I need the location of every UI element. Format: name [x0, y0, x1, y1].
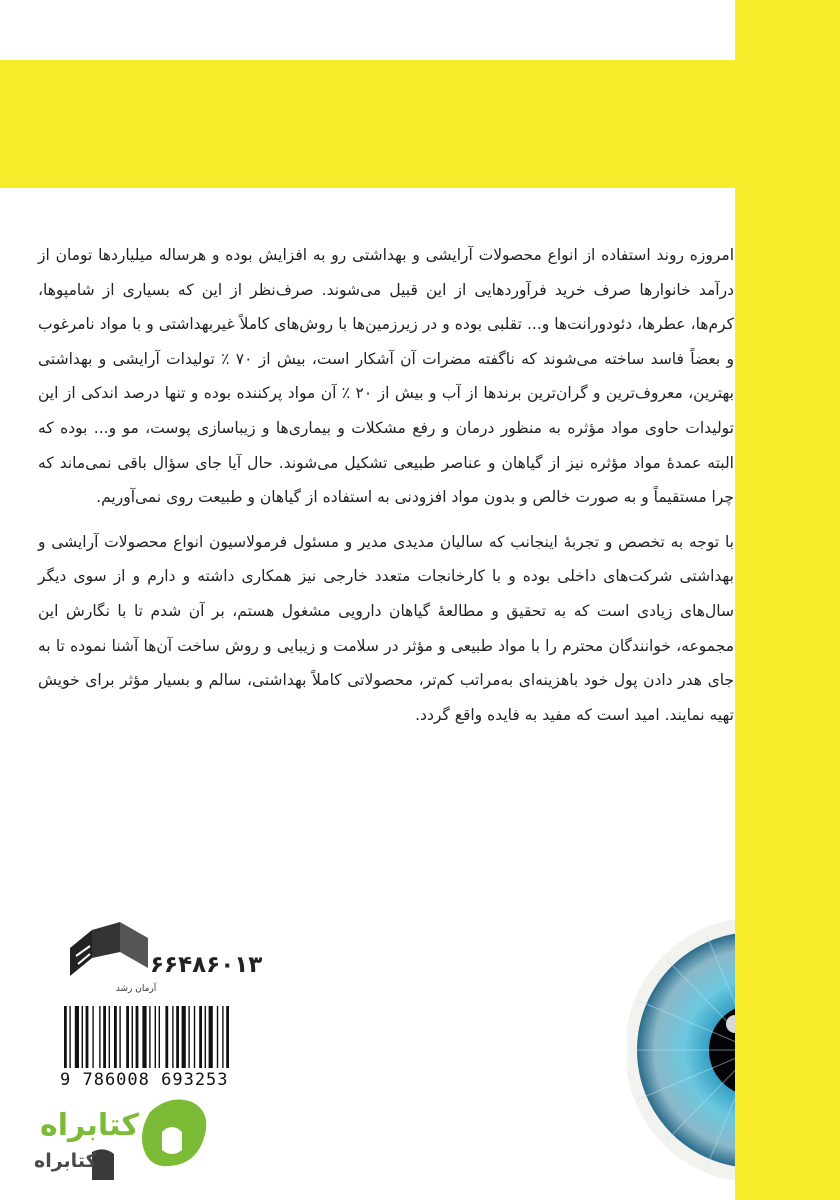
open-book-logo-icon — [62, 918, 152, 988]
paragraph-2: با توجه به تخصص و تجربهٔ اینجانب که سالیان مدیدی مدیر و مسئول فرمولاسیون انواع محصولات آرایشی و بهداشتی شرکت‌های داخلی بوده و با کارخانجات متعدد خارجی نیز همکاری داشته و دارم و از سوی دیگر سال‌های زیادی است که به تحقیق و مطالعهٔ گیاهان دارویی مشغول هستم، بر آن شدم تا با نگارش این مجموعه، خوانندگان محترم را با مواد طبیعی و مؤثر در سلامت و زیبایی و روش ساخت آن‌ها آشنا نموده تا به جای هدر دادن پول خود باهزینه‌ای به‌مراتب کم‌تر، محصولاتی کاملاً بهداشتی، سالم و بسیار مؤثر برای خویش تهیه نمایند. امید است که مفید به فایده واقع گردد. — [38, 532, 734, 724]
watermark-text-small: کتابراه — [34, 1150, 97, 1172]
watermark-text-large: کتابراه — [40, 1108, 139, 1143]
yellow-spine-strip — [735, 0, 840, 1200]
isbn-digits: 9 786008 693253 — [60, 1070, 229, 1090]
blue-eye-icon — [627, 920, 735, 1180]
paragraph-1: امروزه روند استفاده از انواع محصولات آرایشی و بهداشتی رو به افزایش بوده و هرساله میلیاردها تومان از درآمد خانوارها صرف خرید فرآوردهایی از این قبیل می‌شوند. صرف‌نظر از این که بسیاری از شامپوها، کرم‌ها، عطرها، دئودورانت‌ها و... تقلبی بوده و در زیرزمین‌ها با روش‌های کاملاً غیربهداشتی و با مواد نامرغوب و بعضاً فاسد ساخته می‌شوند که ناگفته مضرات آن آشکار است، بیش از ۷۰ ٪ تولیدات آرایشی و بهداشتی بهترین، معروف‌ترین و گران‌ترین برندها از آب و بیش از ۲۰ ٪ آن مواد پرکننده بوده و تنها درصد اندکی از این تولیدات حاوی مواد مؤثره به منظور درمان و رفع مشکلات و بیماری‌ها و زیباسازی پوست، مو و... بوده که البته عمدهٔ مواد مؤثره نیز از گیاهان و عناصر طبیعی تشکیل می‌شوند. حال آیا جای سؤال باقی نمی‌ماند که چرا مستقیماً و به صورت خالص و بدون مواد افزودنی به استفاده از گیاهان و طبیعت روی نمی‌آوریم. — [38, 246, 734, 507]
publisher-phone: ۶۶۴۸۶۰۱۳ — [150, 952, 263, 978]
publisher-name: آرمان رشد — [115, 984, 157, 994]
back-cover-text — [38, 238, 734, 732]
yellow-header-band — [0, 60, 735, 188]
isbn-barcode — [62, 1006, 254, 1068]
